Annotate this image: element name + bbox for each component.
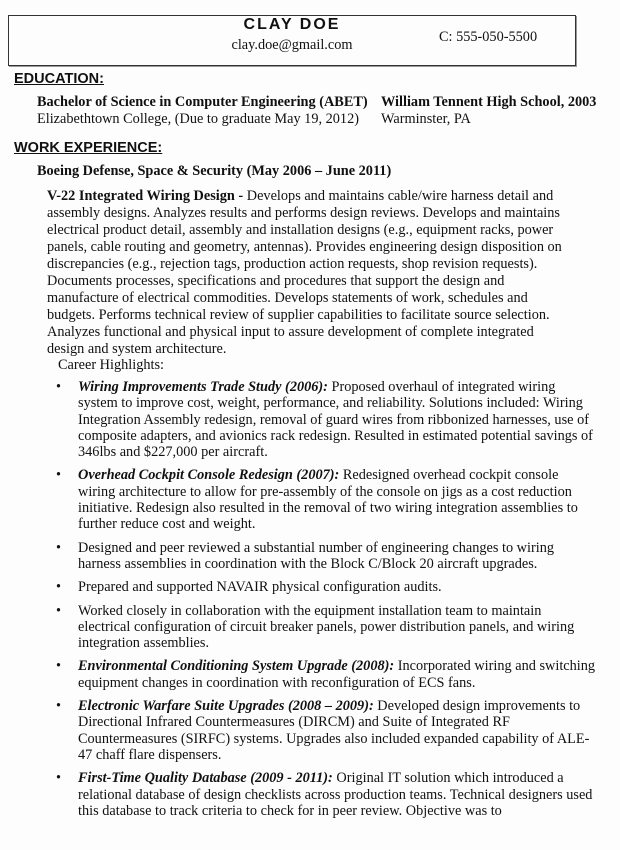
- bullet-icon: •: [56, 579, 62, 596]
- degree: Bachelor of Science in Computer Engineering (ABET): [37, 94, 368, 110]
- highlight-text: Worked closely in collaboration with the equipment installation team to maintain electrical configuration of circuit breaker panels, power distribution panels, and wiring integration assemblies.: [78, 602, 575, 652]
- highlight-title: Environmental Conditioning System Upgrade (2008):: [78, 658, 395, 675]
- header-box: [8, 15, 576, 66]
- bullet-icon: •: [56, 770, 62, 787]
- candidate-name: CLAY DOE: [243, 16, 341, 33]
- bullet-icon: •: [56, 539, 62, 556]
- education-heading: EDUCATION:: [14, 71, 104, 87]
- career-highlights-label: Career Highlights:: [58, 357, 165, 373]
- highlight-item: [56, 698, 596, 763]
- highlight-item: [56, 658, 596, 691]
- bullet-icon: •: [56, 658, 62, 675]
- highlight-text: Redesigned overhead cockpit console wiring architecture to allow for pre-assembly of the console on jigs as a cost reduction initiative. Redesign also resulted in the removal of two wiring integration assemblies to further reduce cost and weight.: [78, 467, 578, 533]
- bullet-icon: •: [56, 379, 62, 395]
- highlight-item: [56, 603, 596, 652]
- highlights-list: [56, 379, 596, 826]
- highlight-text: Prepared and supported NAVAIR physical configuration audits.: [78, 579, 442, 596]
- highlight-item: [56, 379, 596, 460]
- highlight-title: Overhead Cockpit Console Redesign (2007):: [78, 467, 340, 484]
- high-school: William Tennent High School, 2003: [381, 94, 597, 110]
- bullet-icon: •: [56, 602, 62, 619]
- highlight-text: Incorporated wiring and switching equipment changes in coordination with reconfiguration of ECS fans.: [78, 658, 596, 691]
- highlight-title: Electronic Warfare Suite Upgrades (2008 – 2009):: [78, 698, 374, 715]
- role-description: [47, 188, 572, 358]
- role-text: Develops and maintains cable/wire harness detail and assembly designs. Analyzes results and performs design reviews. Develops and maintains electrical product detail, assembly and installation designs (e.g., equipment racks, power panels, cable routing and geometry, antennas). Provides engineering design disposition on discrepancies (e.g., rejection tags, production action requests, shop revision requests). Documents processes, specifications and procedures that support the design and manufacture of electrical commodities. Develops statements of work, schedules and budgets. Performs technical review of supplier capabilities to facilitate source selection. Analyzes functional and physical input to assure development of complete integrated design and system architecture.: [47, 188, 562, 357]
- bullet-icon: •: [56, 698, 62, 715]
- phone: C: 555-050-5500: [439, 29, 538, 45]
- bullet-icon: •: [56, 467, 62, 484]
- highlight-title: First-Time Quality Database (2009 - 2011):: [78, 770, 333, 787]
- highlight-text: Designed and peer reviewed a substantial number of engineering changes to wiring harness assemblies in coordination with the Block C/Block 20 aircraft upgrades.: [78, 539, 555, 572]
- highlight-item: [56, 579, 596, 595]
- highlight-text: Original IT solution which introduced a relational database of design checklists across production teams. Technical designers used this database to track criteria to check for in peer review. Objective was to: [78, 770, 593, 819]
- highlight-item: [56, 770, 596, 819]
- highlight-title: Wiring Improvements Trade Study (2006):: [78, 379, 328, 395]
- work-heading: WORK EXPERIENCE:: [14, 140, 163, 156]
- highlight-item: [56, 540, 596, 573]
- role-title: V-22 Integrated Wiring Design -: [47, 188, 244, 204]
- employer: Boeing Defense, Space & Security (May 2006 – June 2011): [37, 163, 392, 179]
- highlight-item: [56, 467, 596, 532]
- email: clay.doe@gmail.com: [231, 37, 353, 53]
- college: Elizabethtown College, (Due to graduate May 19, 2012): [37, 111, 359, 127]
- highlight-text: Proposed overhaul of integrated wiring system to improve cost, weight, performance, and reliability. Solutions included: Wiring Integration Assembly redesign, removal of guard wires from ribbonized harnesses, use of composite adapters, and avionics rack redesign. Resulted in estimated potential savings of 346lbs and $227,000 per aircraft.: [78, 379, 593, 461]
- highlight-text: Developed design improvements to Directional Infrared Countermeasures (DIRCM) and Suite of Integrated RF Countermeasures (SIRFC) systems. Upgrades also included expanded capability of ALE-47 chaff flare dispensers.: [78, 698, 590, 763]
- high-school-location: Warminster, PA: [381, 111, 471, 127]
